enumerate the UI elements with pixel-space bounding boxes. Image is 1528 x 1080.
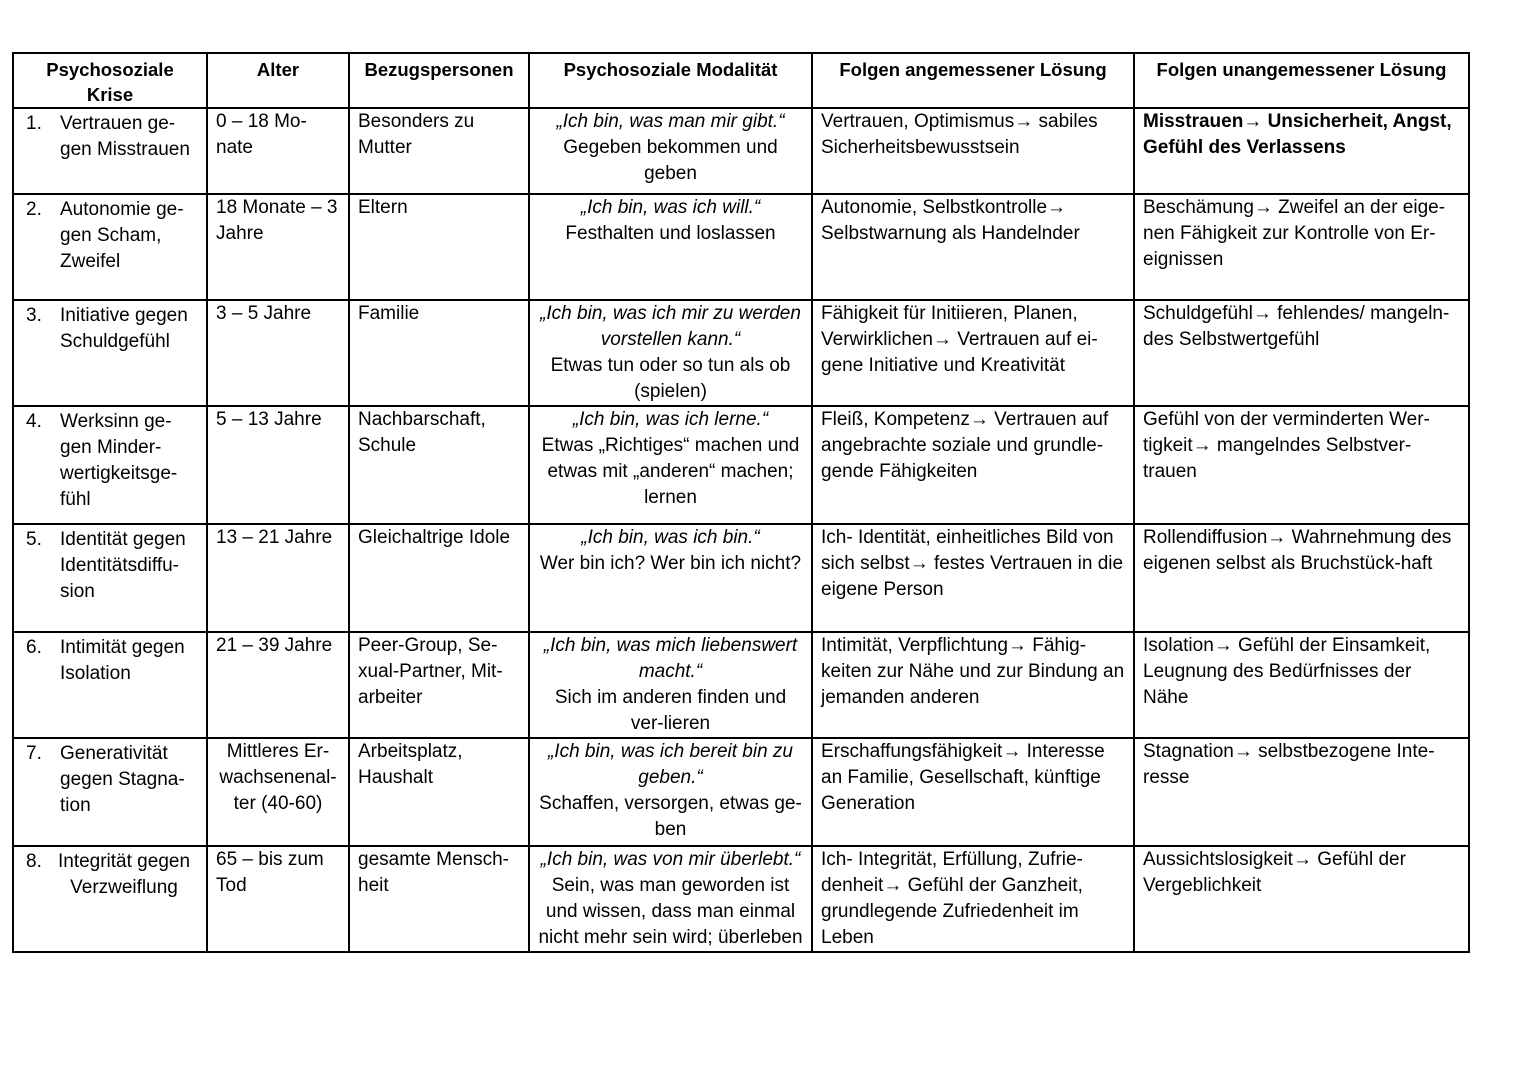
modalitaet-text: Schaffen, versorgen, etwas ge-ben bbox=[539, 793, 802, 840]
angemessen-cell: Ich- Identität, einheitliches Bild von sich selbst→ festes Vertrauen in die eigene Person bbox=[812, 524, 1134, 632]
krise-cell bbox=[13, 524, 207, 632]
krise-cell bbox=[13, 194, 207, 300]
modalitaet-text: Festhalten und loslassen bbox=[565, 223, 776, 244]
motto-text: „Ich bin, was ich mir zu werden vorstellen kann.“ bbox=[540, 303, 801, 350]
modalitaet-text: Etwas „Richtiges“ machen und etwas mit „anderen“ machen; lernen bbox=[541, 435, 800, 508]
table-row bbox=[13, 846, 1469, 952]
alter-cell: 21 – 39 Jahre bbox=[207, 632, 349, 738]
krise-cell bbox=[13, 846, 207, 952]
unangemessen-cell: Misstrauen→ Unsicherheit, Angst, Gefühl des Verlassens bbox=[1134, 108, 1469, 194]
krise-name: Autonomie ge-gen Scham, Zweifel bbox=[60, 199, 184, 272]
modalitaet-cell bbox=[529, 524, 812, 632]
header-modalitaet: Psychosoziale Modalität bbox=[529, 53, 812, 108]
modalitaet-cell bbox=[529, 632, 812, 738]
table-row bbox=[13, 406, 1469, 524]
angemessen-cell: Ich- Integrität, Erfüllung, Zufrie-denheit→ Gefühl der Ganzheit, grundlegende Zufriedenheit im Leben bbox=[812, 846, 1134, 952]
angemessen-cell: Erschaffungsfähigkeit→ Interesse an Familie, Gesellschaft, künftige Generation bbox=[812, 738, 1134, 846]
unangemessen-cell: Aussichtslosigkeit→ Gefühl der Vergeblichkeit bbox=[1134, 846, 1469, 952]
unangemessen-cell: Gefühl von der verminderten Wer-tigkeit→ mangelndes Selbstver-trauen bbox=[1134, 406, 1469, 524]
alter-cell: 3 – 5 Jahre bbox=[207, 300, 349, 406]
alter-cell: 5 – 13 Jahre bbox=[207, 406, 349, 524]
header-unangemessen: Folgen unangemessener Lösung bbox=[1134, 53, 1469, 108]
krise-name: Initiative gegen Schuldgefühl bbox=[60, 305, 188, 352]
angemessen-cell: Vertrauen, Optimismus→ sabiles Sicherheitsbewusstsein bbox=[812, 108, 1134, 194]
krise-name: Werksinn ge-gen Minder-wertigkeitsge-fühl bbox=[60, 411, 178, 510]
modalitaet-text: Wer bin ich? Wer bin ich nicht? bbox=[539, 553, 802, 574]
krise-name: Identität gegen Identitätsdiffu-sion bbox=[60, 529, 186, 602]
motto-text: „Ich bin, was ich bin.“ bbox=[581, 527, 760, 548]
krise-name: Vertrauen ge-gen Misstrauen bbox=[60, 113, 190, 160]
bezug-cell: Gleichaltrige Idole bbox=[349, 524, 529, 632]
bezug-cell: Eltern bbox=[349, 194, 529, 300]
header-row bbox=[13, 53, 1469, 108]
stage-number: 4. bbox=[26, 411, 42, 432]
header-alter: Alter bbox=[207, 53, 349, 108]
krise-name: Intimität gegen Isolation bbox=[60, 637, 185, 684]
modalitaet-cell bbox=[529, 300, 812, 406]
bezug-cell: Nachbarschaft, Schule bbox=[349, 406, 529, 524]
modalitaet-cell bbox=[529, 846, 812, 952]
modalitaet-cell bbox=[529, 194, 812, 300]
header-bezugspersonen: Bezugspersonen bbox=[349, 53, 529, 108]
modalitaet-text: Sein, was man geworden ist und wissen, dass man einmal nicht mehr sein wird; überleben bbox=[538, 875, 803, 948]
angemessen-cell: Autonomie, Selbstkontrolle→ Selbstwarnung als Handelnder bbox=[812, 194, 1134, 300]
unangemessen-cell: Isolation→ Gefühl der Einsamkeit, Leugnung des Bedürfnisses der Nähe bbox=[1134, 632, 1469, 738]
alter-cell: 65 – bis zum Tod bbox=[207, 846, 349, 952]
table-row bbox=[13, 300, 1469, 406]
unangemessen-cell: Stagnation→ selbstbezogene Inte-resse bbox=[1134, 738, 1469, 846]
angemessen-cell: Fleiß, Kompetenz→ Vertrauen auf angebrachte soziale und grundle-gende Fähigkeiten bbox=[812, 406, 1134, 524]
motto-text: „Ich bin, was mich liebenswert macht.“ bbox=[543, 635, 798, 682]
modalitaet-cell bbox=[529, 738, 812, 846]
stage-number: 5. bbox=[26, 529, 42, 550]
psychosocial-stages-table bbox=[12, 52, 1470, 953]
header-angemessen: Folgen angemessener Lösung bbox=[812, 53, 1134, 108]
krise-cell bbox=[13, 738, 207, 846]
motto-text: „Ich bin, was ich lerne.“ bbox=[572, 409, 769, 430]
stage-number: 2. bbox=[26, 199, 42, 220]
stage-number: 7. bbox=[26, 743, 42, 764]
krise-cell bbox=[13, 300, 207, 406]
table-row bbox=[13, 524, 1469, 632]
bezug-cell: gesamte Mensch-heit bbox=[349, 846, 529, 952]
modalitaet-cell bbox=[529, 108, 812, 194]
table-row bbox=[13, 194, 1469, 300]
unangemessen-cell: Rollendiffusion→ Wahrnehmung des eigenen selbst als Bruchstück-haft bbox=[1134, 524, 1469, 632]
motto-text: „Ich bin, was man mir gibt.“ bbox=[556, 111, 785, 132]
unangemessen-cell: Schuldgefühl→ fehlendes/ mangeln-des Selbstwertgefühl bbox=[1134, 300, 1469, 406]
krise-cell bbox=[13, 406, 207, 524]
alter-cell: 18 Monate – 3 Jahre bbox=[207, 194, 349, 300]
table-row bbox=[13, 632, 1469, 738]
bezug-cell: Arbeitsplatz, Haushalt bbox=[349, 738, 529, 846]
modalitaet-text: Etwas tun oder so tun als ob (spielen) bbox=[550, 355, 791, 402]
alter-cell: 13 – 21 Jahre bbox=[207, 524, 349, 632]
krise-cell bbox=[13, 632, 207, 738]
unangemessen-cell: Beschämung→ Zweifel an der eige-nen Fähigkeit zur Kontrolle von Er-eignissen bbox=[1134, 194, 1469, 300]
alter-cell: 0 – 18 Mo-nate bbox=[207, 108, 349, 194]
table-row bbox=[13, 738, 1469, 846]
modalitaet-text: Gegeben bekommen und geben bbox=[563, 137, 778, 184]
stage-number: 8. bbox=[26, 851, 42, 872]
motto-text: „Ich bin, was ich bereit bin zu geben.“ bbox=[547, 741, 793, 788]
modalitaet-text: Sich im anderen finden und ver-lieren bbox=[554, 687, 787, 734]
header-krise: Psychosoziale Krise bbox=[13, 53, 207, 108]
angemessen-cell: Fähigkeit für Initiieren, Planen, Verwirklichen→ Vertrauen auf ei-gene Initiative und Kreativität bbox=[812, 300, 1134, 406]
table-row bbox=[13, 108, 1469, 194]
stage-number: 1. bbox=[26, 113, 42, 134]
motto-text: „Ich bin, was ich will.“ bbox=[580, 197, 761, 218]
krise-name: Integrität gegen Verzweiflung bbox=[57, 851, 191, 898]
bezug-cell: Peer-Group, Se-xual-Partner, Mit-arbeiter bbox=[349, 632, 529, 738]
angemessen-cell: Intimität, Verpflichtung→ Fähig-keiten zur Nähe und zur Bindung an jemanden anderen bbox=[812, 632, 1134, 738]
modalitaet-cell bbox=[529, 406, 812, 524]
krise-cell bbox=[13, 108, 207, 194]
stage-number: 6. bbox=[26, 637, 42, 658]
krise-name: Generativität gegen Stagna-tion bbox=[60, 743, 185, 816]
bezug-cell: Familie bbox=[349, 300, 529, 406]
alter-cell: Mittleres Er-wachsenenal-ter (40-60) bbox=[207, 738, 349, 846]
bezug-cell: Besonders zu Mutter bbox=[349, 108, 529, 194]
stage-number: 3. bbox=[26, 305, 42, 326]
motto-text: „Ich bin, was von mir überlebt.“ bbox=[540, 849, 801, 870]
